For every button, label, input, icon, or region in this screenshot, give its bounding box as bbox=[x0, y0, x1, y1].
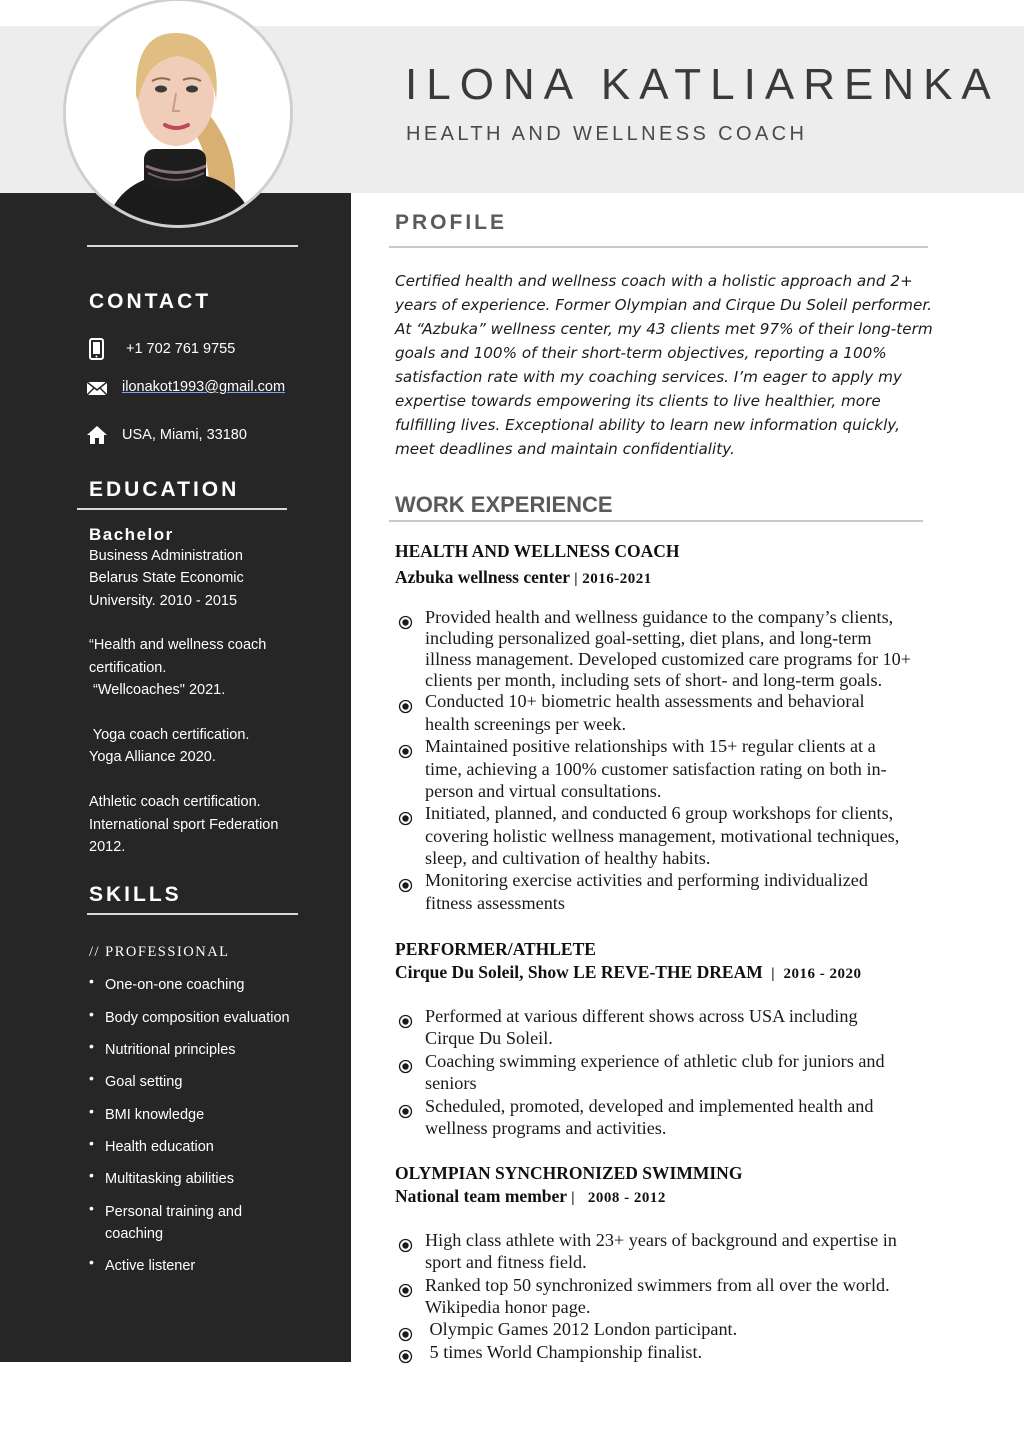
job-bullet-line: Olympic Games 2012 London participant. bbox=[425, 1319, 738, 1339]
skills-heading: SKILLS bbox=[89, 883, 182, 906]
job-bullet-line: Maintained positive relationships with 15+ regular clients at a bbox=[425, 736, 876, 756]
bullet-icon bbox=[395, 1056, 416, 1077]
bullet-icon bbox=[395, 1011, 416, 1032]
profile-line: years of experience. Former Olympian and Cirque Du Soleil performer. bbox=[395, 296, 932, 314]
contact-phone[interactable]: +1 702 761 9755 bbox=[126, 341, 236, 357]
education-line: University. 2010 - 2015 bbox=[89, 593, 238, 609]
education-line: Yoga coach certification. bbox=[89, 727, 250, 743]
job-bullet-line: Cirque Du Soleil. bbox=[425, 1028, 553, 1048]
job-bullet-line: Ranked top 50 synchronized swimmers from all over the world. bbox=[425, 1275, 890, 1295]
job-bullet-line: High class athlete with 23+ years of background and expertise in bbox=[425, 1230, 897, 1250]
job-bullet-line: sport and fitness field. bbox=[425, 1252, 587, 1272]
profile-line: goals and 100% of their short-term objectives, reporting a 100% bbox=[395, 344, 887, 362]
job-bullet-line: Initiated, planned, and conducted 6 group workshops for clients, bbox=[425, 803, 894, 823]
job-bullet-line: fitness assessments bbox=[425, 893, 565, 913]
job-bullet-line: wellness programs and activities. bbox=[425, 1118, 667, 1138]
job-bullet-line: 5 times World Championship finalist. bbox=[425, 1342, 703, 1362]
education-heading: EDUCATION bbox=[89, 478, 240, 501]
job-bullet-line: clients per month, including sets of short- and long-term goals. bbox=[425, 670, 883, 690]
job-bullet-line: covering holistic wellness management, motivational techniques, bbox=[425, 826, 900, 846]
candidate-role: HEALTH AND WELLNESS COACH bbox=[406, 123, 808, 145]
job-organization: National team member | 2008 - 2012 bbox=[395, 1186, 666, 1206]
profile-line: expertise towards empowering its clients to live healthier, more bbox=[395, 392, 881, 410]
bullet-icon bbox=[395, 1346, 416, 1367]
education-line: Yoga Alliance 2020. bbox=[89, 749, 216, 765]
bullet-icon bbox=[395, 875, 416, 896]
job-bullet-line: seniors bbox=[425, 1073, 477, 1093]
education-line: “Health and wellness coach bbox=[89, 637, 267, 653]
job-title: PERFORMER/ATHLETE bbox=[395, 939, 596, 959]
job-bullet-line: sleep, and cultivation of healthy habits. bbox=[425, 848, 711, 868]
work-experience-divider bbox=[389, 520, 923, 522]
bullet-icon bbox=[395, 1280, 416, 1301]
candidate-name: ILONA KATLIARENKA bbox=[405, 60, 1000, 109]
phone-icon bbox=[86, 338, 108, 360]
education-line: Belarus State Economic bbox=[89, 570, 244, 586]
job-title: HEALTH AND WELLNESS COACH bbox=[395, 541, 680, 561]
education-degree: Bachelor bbox=[89, 525, 174, 544]
work-experience-heading: WORK EXPERIENCE bbox=[395, 492, 613, 517]
job-dates: | 2016-2021 bbox=[569, 571, 652, 587]
job-bullet-line: Monitoring exercise activities and performing individualized bbox=[425, 870, 868, 890]
job-bullet-line: health screenings per week. bbox=[425, 714, 626, 734]
bullet-icon bbox=[395, 1235, 416, 1256]
education-line: Business Administration bbox=[89, 548, 243, 564]
skills-divider bbox=[87, 913, 298, 915]
sidebar-divider bbox=[87, 245, 298, 247]
profile-line: satisfaction rate with my coaching services. I’m eager to apply my bbox=[395, 368, 902, 386]
job-bullet-line: illness management. Developed customized care programs for 10+ bbox=[425, 649, 912, 669]
bullet-icon bbox=[395, 696, 416, 717]
profile-line: meet deadlines and maintain confidentiality. bbox=[395, 440, 735, 458]
bullet-icon bbox=[395, 741, 416, 762]
job-bullet-line: Performed at various different shows across USA including bbox=[425, 1006, 858, 1026]
job-bullet-line: Conducted 10+ biometric health assessments and behavioral bbox=[425, 691, 865, 711]
job-organization: Cirque Du Soleil, Show LE REVE-THE DREAM | 2016 - 2020 bbox=[395, 962, 862, 982]
job-bullet-line: Provided health and wellness guidance to the company’s clients, bbox=[425, 607, 894, 627]
education-line: Athletic coach certification. bbox=[89, 794, 261, 810]
education-line: 2012. bbox=[89, 839, 126, 855]
job-dates: | 2008 - 2012 bbox=[567, 1190, 666, 1206]
profile-line: At “Azbuka” wellness center, my 43 clients met 97% of their long-term bbox=[395, 320, 933, 338]
bullet-icon bbox=[395, 1101, 416, 1122]
job-bullet-line: time, achieving a 100% customer satisfaction rating on both in- bbox=[425, 759, 887, 779]
profile-photo bbox=[63, 0, 293, 228]
job-bullet-line: Coaching swimming experience of athletic club for juniors and bbox=[425, 1051, 885, 1071]
job-title: OLYMPIAN SYNCHRONIZED SWIMMING bbox=[395, 1163, 743, 1183]
job-bullet-line: Scheduled, promoted, developed and implemented health and bbox=[425, 1096, 874, 1116]
education-line: “Wellcoaches" 2021. bbox=[89, 682, 226, 698]
profile-divider bbox=[389, 246, 928, 248]
education-line: International sport Federation bbox=[89, 817, 279, 833]
job-bullet-line: Wikipedia honor page. bbox=[425, 1297, 591, 1317]
bullet-icon bbox=[395, 1324, 416, 1345]
profile-line: Certified health and wellness coach with a holistic approach and 2+ bbox=[395, 272, 913, 290]
job-bullet-line: including personalized goal-setting, diet plans, and long-term bbox=[425, 628, 872, 648]
profile-heading: PROFILE bbox=[395, 211, 508, 234]
education-divider bbox=[77, 508, 287, 510]
portrait-illustration bbox=[66, 1, 290, 225]
mail-icon bbox=[86, 377, 108, 399]
contact-email[interactable]: ilonakot1993@gmail.com bbox=[122, 379, 286, 395]
profile-line: fulfilling lives. Exceptional ability to learn new information quickly, bbox=[395, 416, 900, 434]
job-bullet-line: person and virtual consultations. bbox=[425, 781, 662, 801]
contact-address: USA, Miami, 33180 bbox=[122, 427, 247, 443]
education-line: certification. bbox=[89, 660, 167, 676]
bullet-icon bbox=[395, 612, 416, 633]
home-icon bbox=[86, 424, 108, 446]
job-dates: | 2016 - 2020 bbox=[762, 966, 862, 982]
bullet-icon bbox=[395, 808, 416, 829]
skills-subheading: // PROFESSIONAL bbox=[89, 944, 230, 960]
job-organization: Azbuka wellness center | 2016-2021 bbox=[395, 567, 652, 587]
contact-heading: CONTACT bbox=[89, 290, 212, 313]
